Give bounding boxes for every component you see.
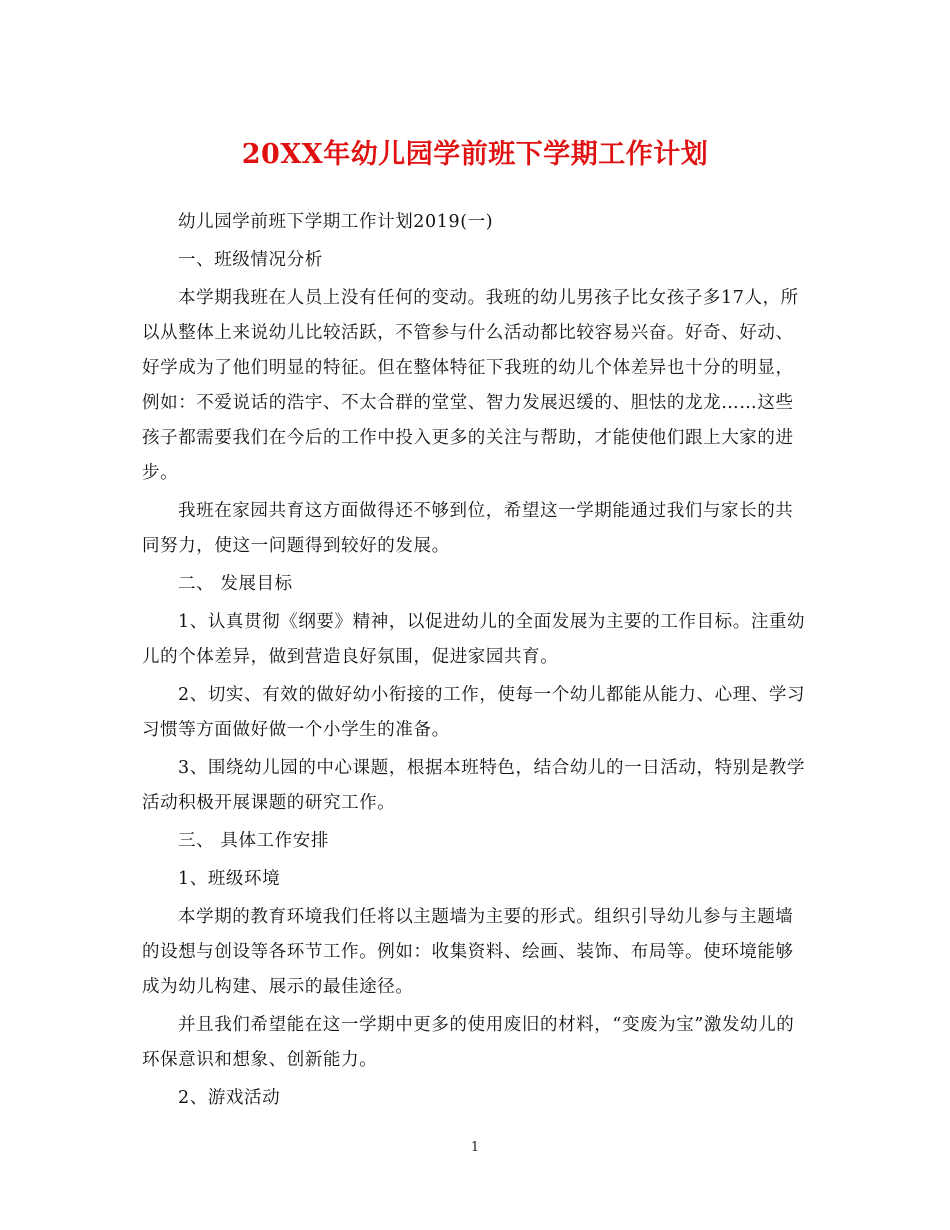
paragraph: 本学期我班在人员上没有任何的变动。我班的幼儿男孩子比女孩子多17人，所以从整体上来说幼儿比较活跃，不管参与什么活动都比较容易兴奋。好奇、好动、好学成为了他们明显的特征。但在整体特征下我班的幼儿个体差异也十分的明显，例如：不爱说话的浩宇、不太合群的堂堂、智力发展迟缓的、胆怯的龙龙……这些孩子都需要我们在今后的工作中投入更多的关注与帮助，才能使他们跟上大家的进步。 bbox=[142, 288, 799, 483]
section-heading-1: 一、班级情况分析 bbox=[178, 250, 323, 270]
paragraph: 我班在家园共育这方面做得还不够到位，希望这一学期能通过我们与家长的共同努力，使这一问题得到较好的发展。 bbox=[142, 501, 794, 556]
paragraph: 2、切实、有效的做好幼小衔接的工作，使每一个幼儿都能从能力、心理、学习习惯等方面做好做一个小学生的准备。 bbox=[142, 685, 806, 740]
paragraph-subtitle: 幼儿园学前班下学期工作计划2019(一) bbox=[178, 212, 494, 232]
paragraph: 3、围绕幼儿园的中心课题，根据本班特色，结合幼儿的一日活动，特别是教学活动积极开展课题的研究工作。 bbox=[142, 758, 806, 813]
paragraph: 并且我们希望能在这一学期中更多的使用废旧的材料，“变废为宝”激发幼儿的环保意识和想象、创新能力。 bbox=[142, 1015, 795, 1070]
page-number: 1 bbox=[470, 1140, 480, 1155]
document-title: 20XX年幼儿园学前班下学期工作计划 bbox=[241, 139, 709, 170]
subsection-heading: 1、班级环境 bbox=[178, 869, 281, 889]
section-heading-3: 三、 具体工作安排 bbox=[178, 831, 329, 851]
paragraph: 1、认真贯彻《纲要》精神，以促进幼儿的全面发展为主要的工作目标。注重幼儿的个体差异，做到营造良好氛围，促进家园共育。 bbox=[142, 612, 806, 667]
paragraph: 本学期的教育环境我们任将以主题墙为主要的形式。组织引导幼儿参与主题墙的设想与创设等各环节工作。例如：收集资料、绘画、装饰、布局等。使环境能够成为幼儿构建、展示的最佳途径。 bbox=[142, 907, 794, 997]
section-heading-2: 二、 发展目标 bbox=[178, 574, 293, 594]
document-body bbox=[142, 205, 810, 1119]
subsection-heading: 2、游戏活动 bbox=[178, 1088, 281, 1108]
